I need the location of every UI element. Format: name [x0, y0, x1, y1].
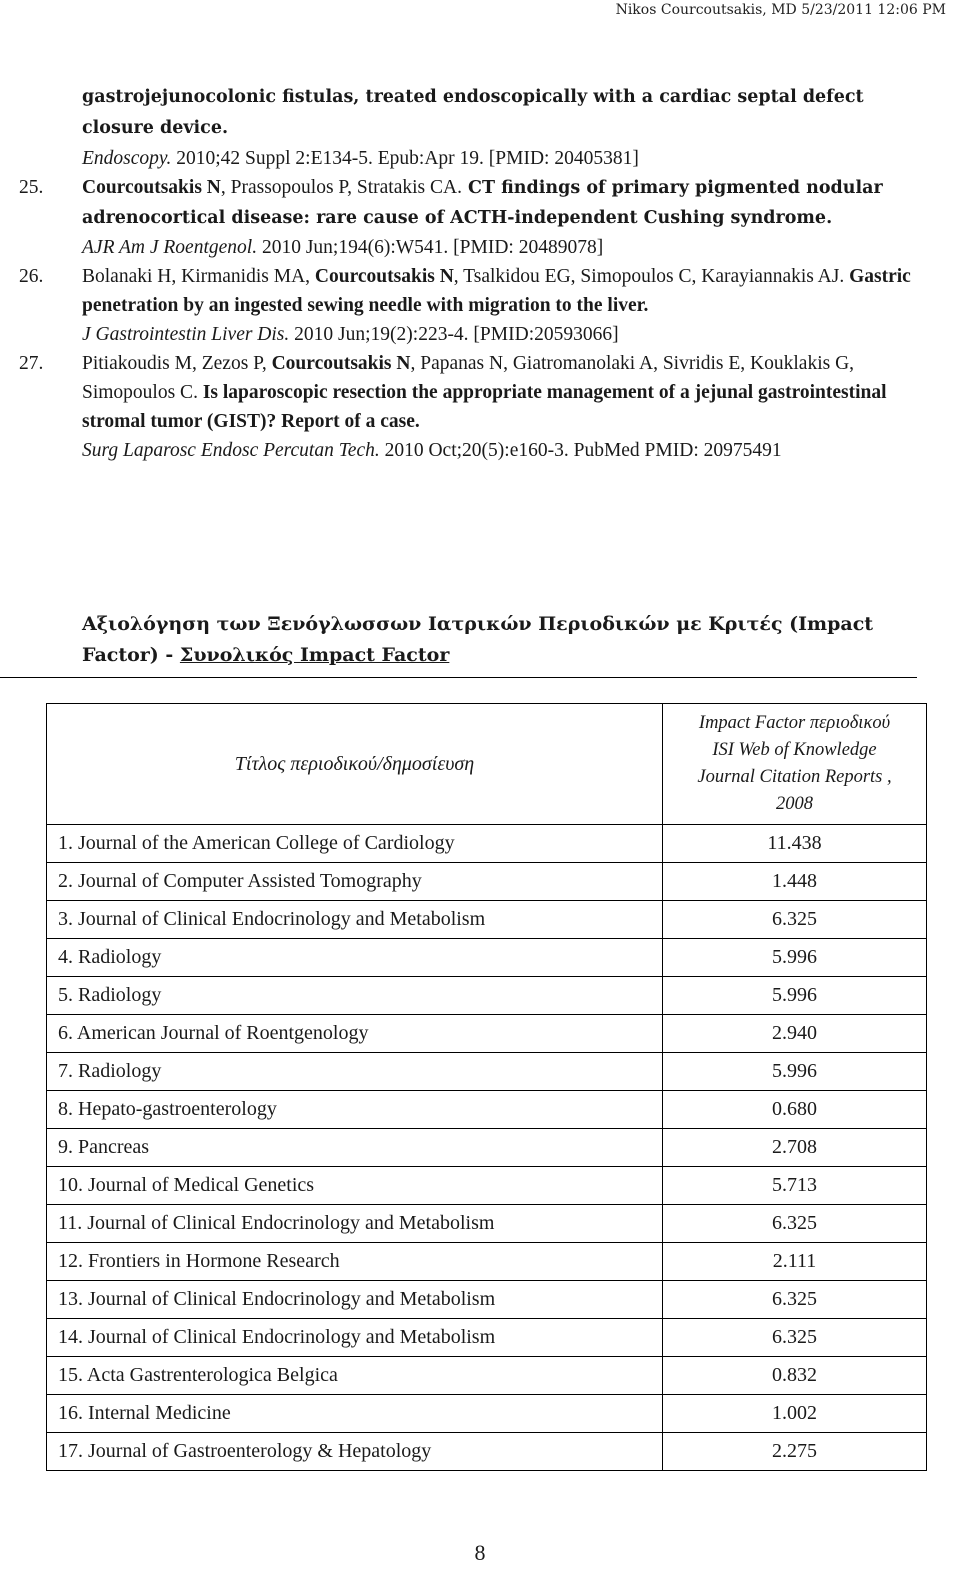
table-row [47, 1243, 927, 1281]
impact-factor-cell: 5.996 [663, 1053, 927, 1091]
header-line: ISI Web of Knowledge [712, 740, 877, 760]
impact-factor-cell: 1.002 [663, 1395, 927, 1433]
journal-title-cell: 13. Journal of Clinical Endocrinology and Metabolism [47, 1281, 663, 1319]
journal-title-cell: 15. Acta Gastrenterologica Belgica [47, 1357, 663, 1395]
reference-continued [82, 82, 944, 173]
reference-authors: Pitiakoudis M, Zezos P, [82, 353, 272, 374]
page-number: 8 [474, 1540, 486, 1565]
reference-citation: 2010 Jun;194(6):W541. [PMID: 20489078] [257, 237, 604, 258]
table-row [47, 1091, 927, 1129]
impact-factor-cell: 6.325 [663, 1281, 927, 1319]
table-row [47, 1319, 927, 1357]
reference-title: Is laparoscopic resection the appropriate management of a jejunal gastrointestinal stromal tumor (GIST)? Report of a case. [82, 382, 887, 432]
reference-title: Gastric penetration by an ingested sewing needle with migration to the liver. [82, 266, 911, 316]
journal-title-cell: 2. Journal of Computer Assisted Tomography [47, 863, 663, 901]
impact-factor-cell: 6.325 [663, 1319, 927, 1357]
impact-factor-cell: 6.325 [663, 1205, 927, 1243]
reference-title: gastrojejunocolonic fistulas, treated endoscopically with a cardiac septal defect [82, 87, 864, 107]
impact-factor-cell: 5.713 [663, 1167, 927, 1205]
header-line: Journal Citation Reports , [697, 767, 892, 787]
journal-title-cell: 10. Journal of Medical Genetics [47, 1167, 663, 1205]
reference-author-highlight: Courcoutsakis N [82, 177, 221, 198]
table-row [47, 1129, 927, 1167]
reference-journal: J Gastrointestin Liver Dis. [82, 324, 290, 345]
header-line: Impact Factor περιοδικού [698, 713, 891, 733]
table-row [47, 1015, 927, 1053]
reference-list [19, 82, 944, 465]
journal-title-cell: 8. Hepato-gastroenterology [47, 1091, 663, 1129]
header-line: 2008 [776, 794, 813, 814]
impact-factor-cell: 6.325 [663, 901, 927, 939]
table-row [47, 1395, 927, 1433]
reference-authors: , Prassopoulos P, Stratakis CA. [220, 177, 462, 198]
impact-factor-cell: 0.832 [663, 1357, 927, 1395]
impact-factor-cell: 2.708 [663, 1129, 927, 1167]
impact-factor-cell: 11.438 [663, 825, 927, 863]
journal-title-cell: 5. Radiology [47, 977, 663, 1015]
table-row [47, 1433, 927, 1471]
reference-item [19, 349, 944, 465]
impact-factor-cell: 1.448 [663, 863, 927, 901]
revision-header: Nikos Courcoutsakis, MD 5/23/2011 12:06 PM [615, 2, 946, 18]
table-row [47, 1357, 927, 1395]
journal-title-cell: 6. American Journal of Roentgenology [47, 1015, 663, 1053]
reference-number: 25. [19, 177, 44, 198]
table-row [47, 1205, 927, 1243]
reference-citation: 2010 Oct;20(5):e160-3. PubMed PMID: 20975491 [379, 440, 782, 461]
journal-title-cell: 4. Radiology [47, 939, 663, 977]
journal-title-cell: 16. Internal Medicine [47, 1395, 663, 1433]
journal-title-cell: 12. Frontiers in Hormone Research [47, 1243, 663, 1281]
reference-journal: Surg Laparosc Endosc Percutan Tech. [82, 440, 380, 461]
reference-number: 27. [19, 353, 44, 374]
reference-title: closure device. [82, 118, 229, 138]
reference-item [19, 173, 944, 262]
impact-factor-cell: 2.111 [663, 1243, 927, 1281]
reference-number: 26. [19, 266, 44, 287]
table-row [47, 1281, 927, 1319]
impact-factor-cell: 5.996 [663, 939, 927, 977]
journal-title-cell: 9. Pancreas [47, 1129, 663, 1167]
reference-citation: 2010;42 Suppl 2:E134-5. Epub:Apr 19. [PMID: 20405381] [171, 148, 639, 169]
section-title-main: Αξιολόγηση των Ξενόγλωσσων Ιατρικών Περιοδικών με Κριτές (Impact Factor) - [82, 613, 874, 666]
reference-author-highlight: Courcoutsakis N [271, 353, 411, 374]
reference-citation: 2010 Jun;19(2):223-4. [PMID:20593066] [289, 324, 619, 345]
section-title [82, 609, 882, 671]
reference-authors: , Papanas N, Giatromanolaki A, Sivridis E, Kouklakis G, Simopoulos C. [82, 353, 855, 403]
reference-journal: Endoscopy. [82, 148, 172, 169]
impact-factor-cell: 5.996 [663, 977, 927, 1015]
column-header-title: Τίτλος περιοδικού/δημοσίευση [47, 704, 663, 825]
impact-factor-table [46, 703, 927, 1471]
reference-authors: Bolanaki H, Kirmanidis MA, [82, 266, 315, 287]
table-row [47, 901, 927, 939]
reference-item [19, 262, 944, 349]
journal-title-cell: 1. Journal of the American College of Cardiology [47, 825, 663, 863]
reference-author-highlight: Courcoutsakis N [314, 266, 454, 287]
journal-title-cell: 14. Journal of Clinical Endocrinology and Metabolism [47, 1319, 663, 1357]
table-row [47, 939, 927, 977]
journal-title-cell: 7. Radiology [47, 1053, 663, 1091]
journal-title-cell: 11. Journal of Clinical Endocrinology and Metabolism [47, 1205, 663, 1243]
impact-factor-cell: 0.680 [663, 1091, 927, 1129]
table-row [47, 977, 927, 1015]
table-header-row [47, 704, 927, 825]
table-row [47, 825, 927, 863]
reference-title: CT findings of primary pigmented nodular adrenocortical disease: rare cause of ACTH-independent Cushing syndrome. [82, 178, 883, 228]
column-header-impact-factor [663, 704, 927, 825]
reference-authors: , Tsalkidou EG, Simopoulos C, Karayiannakis AJ. [453, 266, 845, 287]
section-title-underlined: Συνολικός Impact Factor [179, 644, 450, 666]
table-row [47, 1053, 927, 1091]
section-divider [0, 677, 917, 678]
table-row [47, 1167, 927, 1205]
journal-title-cell: 17. Journal of Gastroenterology & Hepatology [47, 1433, 663, 1471]
impact-factor-cell: 2.275 [663, 1433, 927, 1471]
table-row [47, 863, 927, 901]
reference-journal: AJR Am J Roentgenol. [82, 237, 258, 258]
impact-factor-cell: 2.940 [663, 1015, 927, 1053]
journal-title-cell: 3. Journal of Clinical Endocrinology and Metabolism [47, 901, 663, 939]
